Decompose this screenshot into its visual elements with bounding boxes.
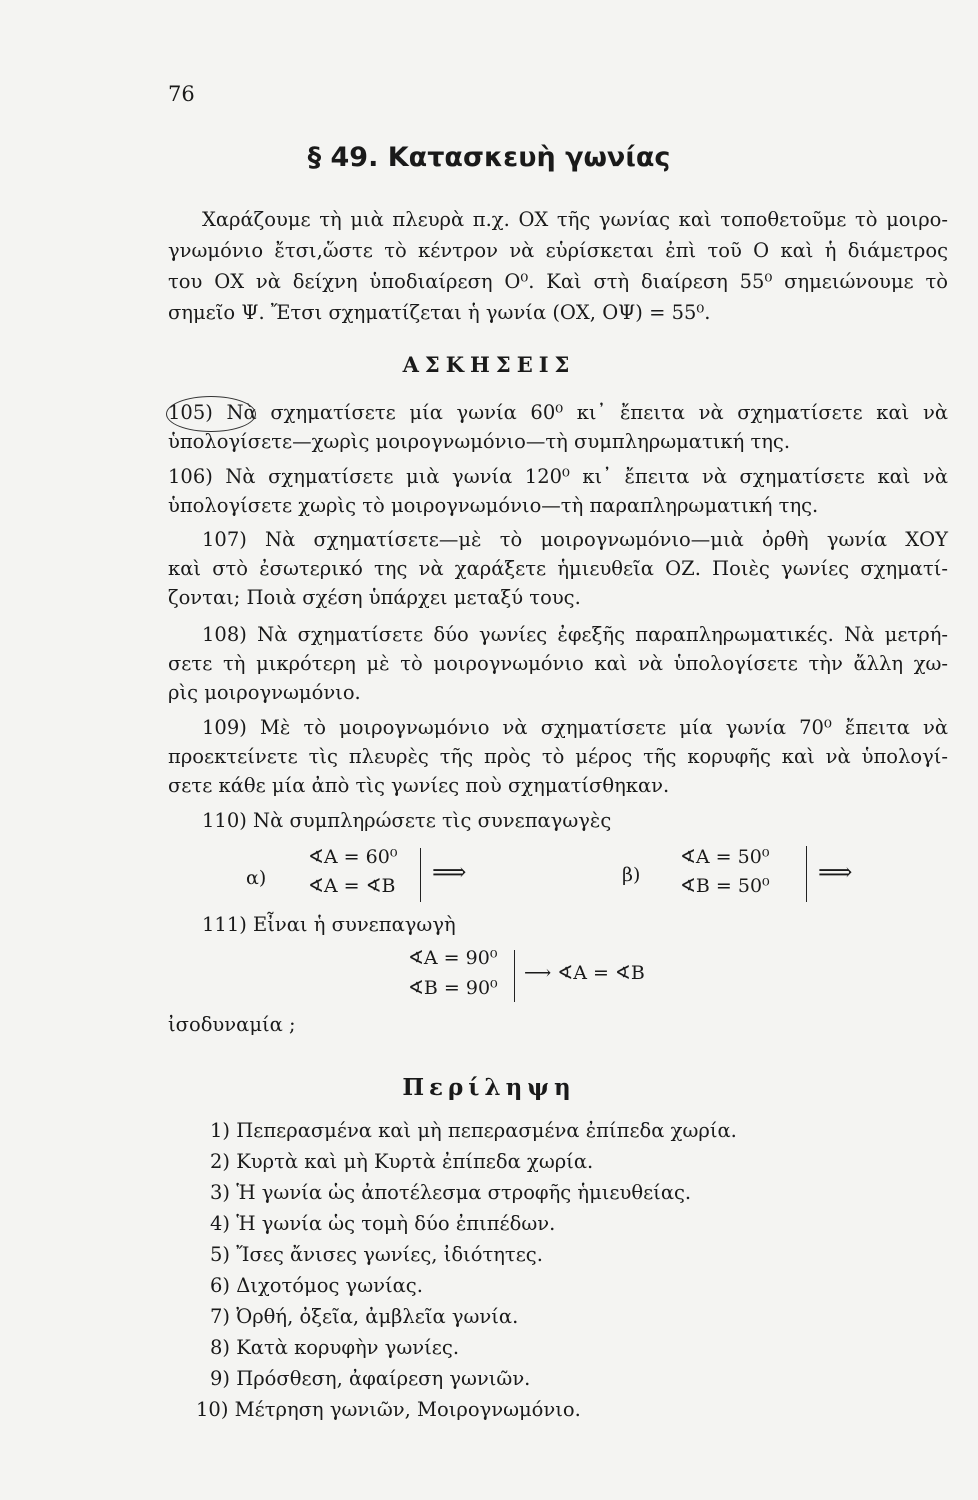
exercise-line: ρὶς μοιρογνωμόνιο. bbox=[168, 681, 361, 704]
exercise-line: ὑπολογίσετε χωρὶς τὸ μοιρογνωμόνιο—τὴ παραπληρωματική της. bbox=[168, 494, 819, 517]
ex110-b-implies-arrow: ⟹ bbox=[818, 858, 853, 886]
exercise-line: καὶ στὸ ἐσωτερικό της νὰ χαράξετε ἡμιευθεῖα ΟΖ. Ποιὲς γωνίες σχηματί- bbox=[168, 557, 948, 580]
exercises-heading: ΑΣΚΗΣΕΙΣ bbox=[402, 352, 576, 377]
intro-paragraph bbox=[168, 204, 948, 328]
exercise-line: 108) Νὰ σχηματίσετε δύο γωνίες ἐφεξῆς παραπληρωματικές. Νὰ μετρή- bbox=[202, 623, 948, 646]
summary-item: 10) Μέτρηση γωνιῶν, Μοιρογνωμόνιο. bbox=[196, 1398, 581, 1421]
summary-item: 8) Κατὰ κορυφὴν γωνίες. bbox=[210, 1336, 460, 1359]
intro-line: σημεῖο Ψ. Ἔτσι σχηματίζεται ἡ γωνία (ΟΧ, ΟΨ) = 55⁰. bbox=[168, 301, 711, 324]
exercise-line: 110) Νὰ συμπληρώσετε τὶς συνεπαγωγὲς bbox=[202, 809, 612, 832]
ex111-brace bbox=[508, 950, 515, 1002]
exercise-line: 109) Μὲ τὸ μοιρογνωμόνιο νὰ σχηματίσετε μία γωνία 70⁰ ἔπειτα νὰ bbox=[202, 716, 948, 739]
ex110-a-label: α) bbox=[246, 867, 267, 889]
exercise-line: 106) Νὰ σχηματίσετε μιὰ γωνία 120⁰ κι᾿ ἔπειτα νὰ σχηματίσετε καὶ νὰ bbox=[168, 465, 948, 488]
ex111-tail: ἰσοδυναμία ; bbox=[168, 1013, 296, 1036]
ex111-line2: ∢Β = 90⁰ bbox=[408, 977, 498, 999]
exercise-106 bbox=[168, 462, 948, 520]
summary-item: 3) Ἡ γωνία ὡς ἀποτέλεσμα στροφῆς ἡμιευθείας. bbox=[210, 1181, 692, 1204]
summary-item: 6) Διχοτόμος γωνίας. bbox=[210, 1274, 423, 1297]
exercise-line: ὑπολογίσετε—χωρὶς μοιρογνωμόνιο—τὴ συμπληρωματική της. bbox=[168, 430, 791, 453]
section-title: § 49. Κατασκευὴ γωνίας bbox=[307, 142, 671, 173]
exercise-111 bbox=[202, 910, 978, 939]
exercise-line: σετε τὴ μικρότερη μὲ τὸ μοιρογνωμόνιο καὶ νὰ ὑπολογίσετε τὴν ἄλλη χω- bbox=[168, 652, 948, 675]
exercise-line: 107) Νὰ σχηματίσετε—μὲ τὸ μοιρογνωμόνιο—μιὰ ὀρθὴ γωνία ΧΟΥ bbox=[202, 528, 948, 551]
exercise-line: 111) Εἶναι ἡ συνεπαγωγὴ bbox=[202, 913, 456, 936]
intro-line: του ΟΧ νὰ δείχνη ὑποδιαίρεση Ο⁰. Καὶ στὴ διαίρεση 55⁰ σημειώνουμε τὸ bbox=[168, 270, 948, 293]
summary-item: 1) Πεπερασμένα καὶ μὴ πεπερασμένα ἐπίπεδα χωρία. bbox=[210, 1119, 737, 1142]
ex111-result: ⟶ ∢Α = ∢Β bbox=[524, 962, 645, 984]
intro-line: Χαράζουμε τὴ μιὰ πλευρὰ π.χ. ΟΧ τῆς γωνίας καὶ τοποθετοῦμε τὸ μοιρο- bbox=[202, 208, 948, 231]
page-number: 76 bbox=[168, 82, 195, 106]
exercise-line: σετε κάθε μία ἀπὸ τὶς γωνίες ποὺ σχηματίσθηκαν. bbox=[168, 774, 670, 797]
ex110-b-brace bbox=[800, 846, 807, 902]
exercise-105 bbox=[168, 398, 948, 456]
intro-line: γνωμόνιο ἔτσι,ὥστε τὸ κέντρον νὰ εὑρίσκεται ἐπὶ τοῦ Ο καὶ ἡ διάμετρος bbox=[168, 239, 948, 262]
exercise-110 bbox=[202, 806, 978, 835]
summary-item: 9) Πρόσθεση, ἀφαίρεση γωνιῶν. bbox=[210, 1367, 531, 1390]
handwritten-circle-mark bbox=[166, 396, 256, 432]
exercise-107 bbox=[168, 525, 948, 612]
ex110-b-line1: ∢Α = 50⁰ bbox=[680, 846, 770, 868]
ex110-a-brace bbox=[414, 848, 421, 902]
ex110-a-line1: ∢Α = 60⁰ bbox=[308, 846, 398, 868]
ex110-a-implies-arrow: ⟹ bbox=[432, 858, 467, 886]
exercise-line: ζονται; Ποιὰ σχέση ὑπάρχει μεταξύ τους. bbox=[168, 586, 581, 609]
summary-item: 5) Ἴσες ἄνισες γωνίες, ἰδιότητες. bbox=[210, 1243, 543, 1266]
exercise-108 bbox=[168, 620, 948, 707]
summary-item: 7) Ὀρθή, ὀξεῖα, ἀμβλεῖα γωνία. bbox=[210, 1305, 519, 1328]
summary-heading: Περίληψη bbox=[402, 1074, 576, 1101]
exercise-109 bbox=[168, 713, 948, 800]
summary-item: 2) Κυρτὰ καὶ μὴ Κυρτὰ ἐπίπεδα χωρία. bbox=[210, 1150, 594, 1173]
ex111-line1: ∢Α = 90⁰ bbox=[408, 947, 498, 969]
exercise-line: προεκτείνετε τὶς πλευρὲς τῆς πρὸς τὸ μέρος τῆς κορυφῆς καὶ νὰ ὑπολογί- bbox=[168, 745, 948, 768]
ex110-a-line2: ∢Α = ∢Β bbox=[308, 875, 396, 897]
ex110-b-label: β) bbox=[622, 864, 641, 886]
ex110-b-line2: ∢Β = 50⁰ bbox=[680, 875, 770, 897]
summary-item: 4) Ἡ γωνία ὡς τομὴ δύο ἐπιπέδων. bbox=[210, 1212, 556, 1235]
exercise-line: 105) Νὰ σχηματίσετε μία γωνία 60⁰ κι᾿ ἔπειτα νὰ σχηματίσετε καὶ νὰ bbox=[168, 401, 948, 424]
